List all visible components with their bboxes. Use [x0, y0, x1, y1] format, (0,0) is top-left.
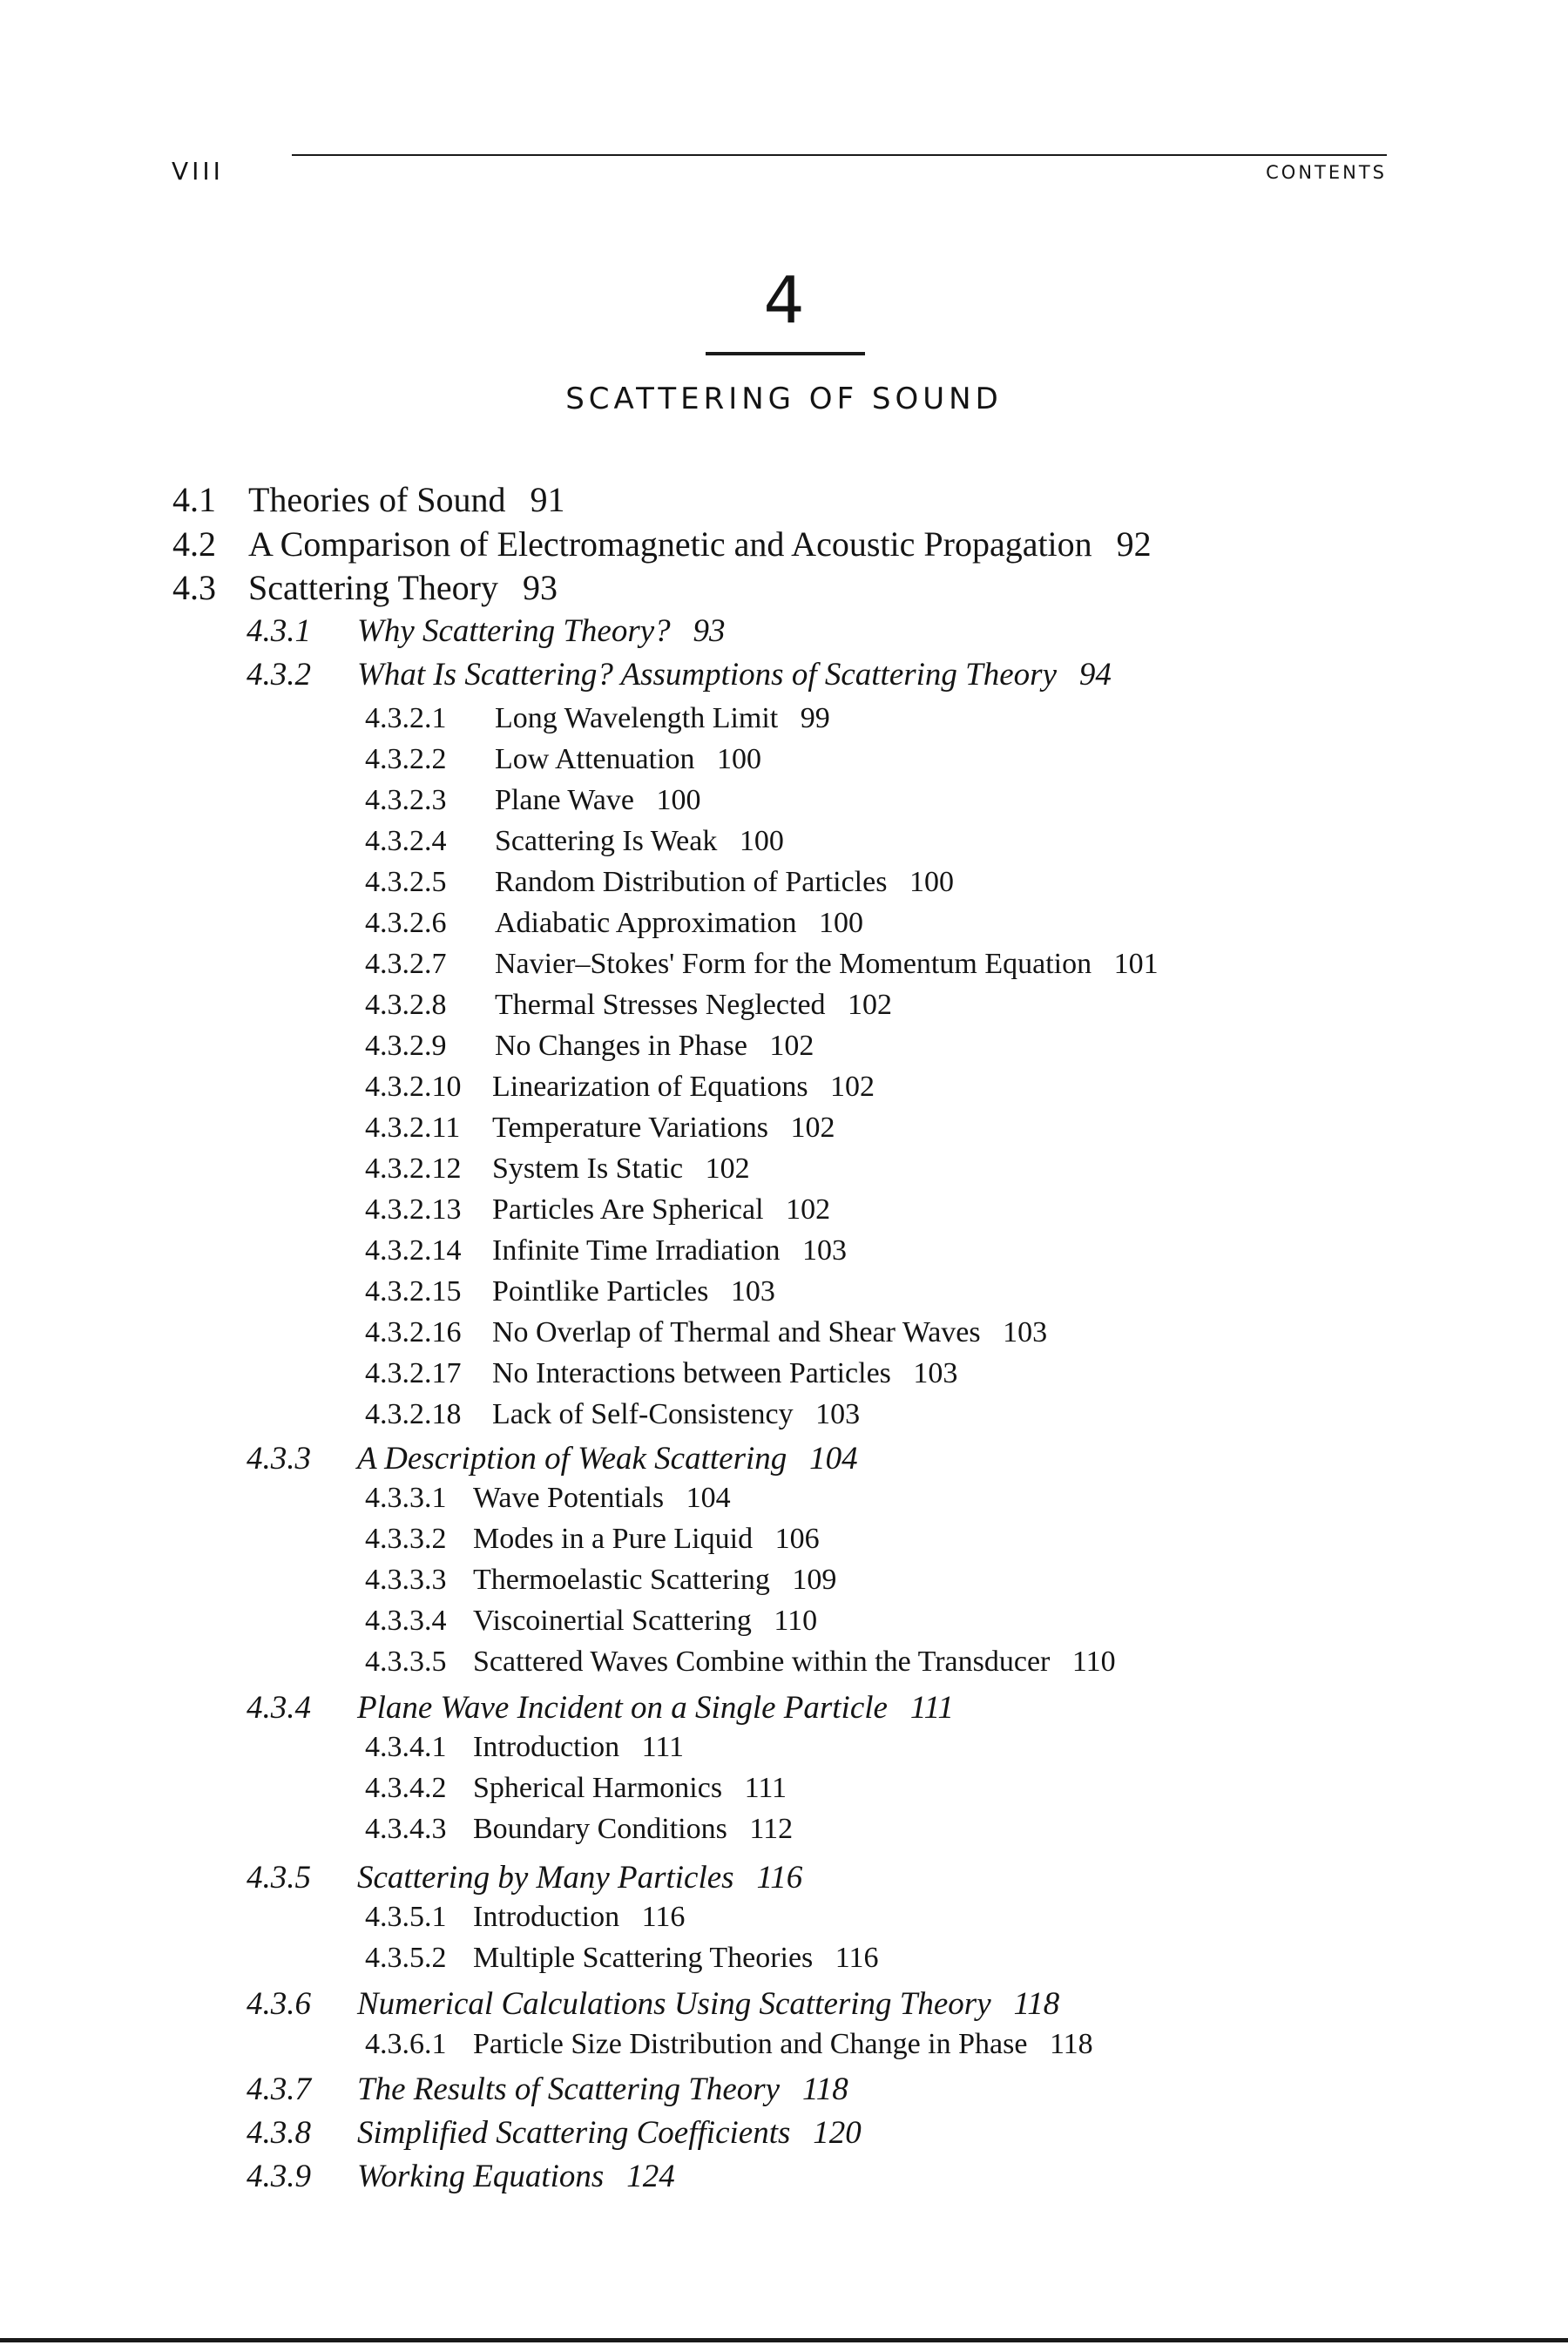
toc-section-title	[495, 990, 892, 1020]
toc-section-number: 4.3.2.11	[365, 1112, 461, 1144]
toc-section-title	[473, 1943, 879, 1973]
toc-section-number: 4.3.3.1	[365, 1482, 447, 1514]
toc-section-title	[495, 745, 761, 774]
toc-page-number: 103	[1003, 1316, 1048, 1348]
toc-page-number: 102	[830, 1071, 875, 1103]
toc-title-text: Modes in a Pure Liquid	[473, 1523, 754, 1555]
toc-section-number: 4.3.2.14	[365, 1234, 462, 1267]
toc-section-title	[473, 1565, 836, 1595]
toc-title-text: Particle Size Distribution and Change in Phase	[473, 2028, 1028, 2060]
toc-title-text: Scattered Waves Combine within the Transducer	[473, 1646, 1051, 1678]
toc-section-title	[357, 1443, 858, 1475]
toc-section-title	[492, 1195, 830, 1225]
toc-section-title	[495, 950, 1159, 979]
toc-section-title	[248, 524, 1152, 564]
toc-page-number: 102	[705, 1152, 750, 1185]
toc-page-number: 100	[909, 866, 954, 898]
toc-page-number: 92	[1116, 524, 1152, 564]
toc-title-text: Multiple Scattering Theories	[473, 1942, 814, 1974]
toc-section-title	[357, 1862, 802, 1894]
toc-section-title	[495, 909, 863, 938]
toc-section-number: 4.3.3.2	[365, 1523, 447, 1555]
toc-title-text: A Description of Weak Scattering	[357, 1441, 787, 1477]
toc-page-number: 111	[641, 1731, 685, 1763]
toc-section-title	[357, 1988, 1059, 2020]
toc-page-number: 120	[813, 2115, 862, 2151]
toc-page-number: 100	[656, 784, 701, 816]
toc-section-number: 4.1	[172, 480, 216, 519]
toc-section-title	[492, 1277, 775, 1307]
toc-section-title	[473, 1606, 817, 1636]
toc-title-text: Long Wavelength Limit	[495, 702, 779, 734]
toc-section-number: 4.3.2.6	[365, 907, 447, 939]
toc-page-number: 102	[790, 1112, 835, 1144]
toc-title-text: Navier–Stokes' Form for the Momentum Equation	[495, 948, 1092, 980]
toc-page-number: 103	[913, 1357, 958, 1389]
toc-page-number: 102	[769, 1030, 814, 1062]
toc-title-text: Numerical Calculations Using Scattering Theory	[357, 1986, 991, 2022]
toc-section-title	[495, 827, 784, 856]
toc-title-text: Thermoelastic Scattering	[473, 1564, 770, 1596]
toc-title-text: Low Attenuation	[495, 743, 695, 775]
toc-title-text: Temperature Variations	[492, 1112, 769, 1144]
toc-page-number: 124	[626, 2159, 675, 2194]
toc-page-number: 93	[693, 613, 726, 649]
toc-section-number: 4.3.2.1	[365, 702, 447, 734]
toc-title-text: Introduction	[473, 1901, 620, 1933]
toc-section-title	[492, 1154, 750, 1184]
toc-page-number: 118	[1013, 1986, 1060, 2022]
toc-section-title	[473, 2030, 1093, 2059]
running-title: CONTENTS	[1266, 162, 1387, 183]
toc-page-number: 118	[1049, 2028, 1093, 2060]
toc-section-number: 4.3.5.2	[365, 1942, 447, 1974]
toc-title-text: Thermal Stresses Neglected	[495, 989, 826, 1021]
toc-section-title	[492, 1318, 1047, 1348]
toc-section-number: 4.3.6	[247, 1986, 311, 2022]
toc-page-number: 100	[716, 743, 761, 775]
toc-section-number: 4.3.4.2	[365, 1772, 447, 1804]
toc-title-text: Scattering Theory	[248, 568, 498, 607]
toc-section-title	[473, 1484, 731, 1513]
toc-section-number: 4.3.2.8	[365, 989, 447, 1021]
toc-title-text: Simplified Scattering Coefficients	[357, 2115, 791, 2151]
toc-section-number: 4.3.2.2	[365, 743, 447, 775]
toc-section-number: 4.3.2.9	[365, 1030, 447, 1062]
toc-section-title	[495, 868, 954, 897]
toc-page-number: 103	[730, 1275, 775, 1308]
toc-section-number: 4.3.5	[247, 1860, 311, 1896]
toc-page-number: 104	[686, 1482, 731, 1514]
toc-page-number: 116	[835, 1942, 879, 1974]
toc-section-number: 4.3.3.3	[365, 1564, 447, 1596]
toc-title-text: A Comparison of Electromagnetic and Acoustic Propagation	[248, 524, 1092, 564]
toc-section-title	[357, 2160, 675, 2193]
toc-page-number: 106	[774, 1523, 820, 1555]
page-folio: VIII	[172, 157, 224, 186]
toc-title-text: Particles Are Spherical	[492, 1193, 764, 1226]
chapter-title: SCATTERING OF SOUND	[565, 382, 1003, 416]
toc-title-text: Plane Wave Incident on a Single Particle	[357, 1690, 888, 1726]
toc-page-number: 112	[749, 1813, 794, 1845]
chapter-number: 4	[763, 263, 805, 338]
toc-section-number: 4.3.3	[247, 1441, 311, 1477]
toc-page-number: 102	[786, 1193, 831, 1226]
toc-section-number: 4.3.2.18	[365, 1398, 462, 1430]
toc-section-number: 4.3.2	[247, 657, 311, 693]
toc-section-title	[492, 1359, 957, 1389]
toc-section-title	[492, 1113, 835, 1143]
toc-page-number: 109	[792, 1564, 837, 1596]
toc-section-title	[492, 1400, 860, 1429]
toc-section-title	[495, 704, 830, 733]
toc-section-number: 4.3.2.10	[365, 1071, 462, 1103]
toc-title-text: No Overlap of Thermal and Shear Waves	[492, 1316, 981, 1348]
toc-section-title	[492, 1072, 875, 1102]
toc-section-title	[357, 615, 726, 647]
toc-section-number: 4.3.3.5	[365, 1646, 447, 1678]
toc-section-title	[473, 1815, 793, 1844]
toc-section-number: 4.3.3.4	[365, 1605, 447, 1637]
toc-section-number: 4.3.2.5	[365, 866, 447, 898]
toc-page-number: 103	[802, 1234, 848, 1267]
toc-page-number: 116	[756, 1860, 803, 1896]
page-bottom-rule	[0, 2338, 1568, 2342]
toc-title-text: Spherical Harmonics	[473, 1772, 723, 1804]
toc-section-title	[248, 480, 565, 519]
toc-section-number: 4.3.2.12	[365, 1152, 462, 1185]
toc-title-text: Wave Potentials	[473, 1482, 665, 1514]
toc-title-text: Theories of Sound	[248, 480, 506, 519]
toc-title-text: Viscoinertial Scattering	[473, 1605, 752, 1637]
toc-title-text: Lack of Self-Consistency	[492, 1398, 794, 1430]
toc-title-text: Introduction	[473, 1731, 620, 1763]
toc-title-text: Scattering by Many Particles	[357, 1860, 734, 1896]
toc-section-number: 4.3.4	[247, 1690, 311, 1726]
toc-section-title	[357, 659, 1112, 691]
toc-page-number: 94	[1078, 657, 1112, 693]
toc-page-number: 100	[739, 825, 784, 857]
toc-page-number: 103	[815, 1398, 861, 1430]
toc-section-number: 4.3.2.15	[365, 1275, 462, 1308]
toc-section-number: 4.3.2.4	[365, 825, 447, 857]
toc-page-number: 110	[774, 1605, 818, 1637]
toc-title-text: Plane Wave	[495, 784, 634, 816]
toc-section-title	[357, 2117, 862, 2149]
toc-section-number: 4.2	[172, 524, 216, 564]
toc-section-title	[492, 1236, 847, 1266]
toc-section-number: 4.3.4.3	[365, 1813, 447, 1845]
toc-title-text: Boundary Conditions	[473, 1813, 727, 1845]
toc-section-number: 4.3.5.1	[365, 1901, 447, 1933]
toc-section-number: 4.3.6.1	[365, 2028, 447, 2060]
toc-title-text: Scattering Is Weak	[495, 825, 718, 857]
toc-title-text: No Changes in Phase	[495, 1030, 747, 1062]
toc-section-title	[473, 1647, 1116, 1677]
toc-page-number: 91	[530, 480, 565, 519]
toc-title-text: The Results of Scattering Theory	[357, 2072, 781, 2107]
toc-section-number: 4.3.2.13	[365, 1193, 462, 1226]
toc-section-number: 4.3.7	[247, 2072, 311, 2107]
toc-title-text: Adiabatic Approximation	[495, 907, 797, 939]
toc-page-number: 102	[848, 989, 893, 1021]
toc-title-text: No Interactions between Particles	[492, 1357, 891, 1389]
toc-section-number: 4.3.1	[247, 613, 311, 649]
toc-title-text: Linearization of Equations	[492, 1071, 808, 1103]
toc-section-number: 4.3.8	[247, 2115, 311, 2151]
toc-title-text: Working Equations	[357, 2159, 605, 2194]
toc-page-number: 104	[809, 1441, 858, 1477]
toc-title-text: What Is Scattering? Assumptions of Scattering Theory	[357, 657, 1057, 693]
toc-page-number: 118	[801, 2072, 848, 2107]
toc-section-number: 4.3.2.7	[365, 948, 447, 980]
toc-title-text: Pointlike Particles	[492, 1275, 709, 1308]
toc-section-title	[473, 1774, 787, 1803]
toc-page-number: 93	[522, 568, 558, 607]
toc-page-number: 110	[1071, 1646, 1116, 1678]
toc-title-text: Why Scattering Theory?	[357, 613, 671, 649]
toc-section-number: 4.3.2.16	[365, 1316, 462, 1348]
toc-section-title	[248, 568, 558, 607]
toc-section-title	[495, 786, 700, 815]
toc-section-title	[357, 2073, 848, 2105]
toc-section-number: 4.3	[172, 568, 216, 607]
toc-section-number: 4.3.2.3	[365, 784, 447, 816]
toc-section-number: 4.3.4.1	[365, 1731, 447, 1763]
toc-page-number: 111	[744, 1772, 787, 1804]
toc-title-text: System Is Static	[492, 1152, 684, 1185]
toc-title-text: Infinite Time Irradiation	[492, 1234, 781, 1267]
toc-page-number: 100	[819, 907, 864, 939]
toc-section-number: 4.3.2.17	[365, 1357, 462, 1389]
toc-section-number: 4.3.9	[247, 2159, 311, 2194]
toc-section-title	[473, 1524, 820, 1554]
toc-page-number: 101	[1113, 948, 1159, 980]
toc-page-number: 111	[909, 1690, 954, 1726]
toc-section-title	[473, 1903, 685, 1932]
toc-section-title	[357, 1692, 954, 1724]
toc-section-title	[495, 1031, 814, 1061]
toc-page-number: 116	[641, 1901, 686, 1933]
toc-title-text: Random Distribution of Particles	[495, 866, 888, 898]
toc-page-number: 99	[800, 702, 830, 734]
toc-section-title	[473, 1733, 684, 1762]
